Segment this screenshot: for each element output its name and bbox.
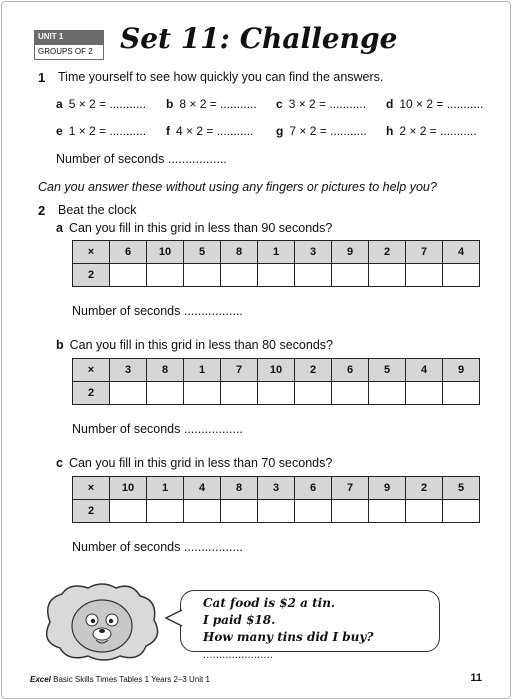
grid-answer-cell[interactable] xyxy=(406,500,443,523)
q2a-seconds[interactable]: Number of seconds ................. xyxy=(72,304,243,318)
q2c-prompt xyxy=(56,456,332,470)
item-letter: d xyxy=(386,97,394,111)
q2b-text: Can you fill in this grid in less than 80 seconds? xyxy=(69,338,333,352)
speech-bubble xyxy=(180,590,440,661)
grid-answer-cell[interactable] xyxy=(110,264,147,287)
grid-header-cell: 8 xyxy=(221,241,258,264)
grid-header-cell: 6 xyxy=(332,359,369,382)
grid-header-cell: 4 xyxy=(184,477,221,500)
question-1-instruction: Time yourself to see how quickly you can find the answers. xyxy=(58,70,384,84)
item-letter: c xyxy=(276,97,283,111)
q1-item[interactable] xyxy=(56,97,166,111)
question-1-number: 1 xyxy=(38,70,46,85)
grid-answer-cell[interactable] xyxy=(406,382,443,405)
grid-answer-cell[interactable] xyxy=(295,500,332,523)
grid-row-label: 2 xyxy=(73,500,110,523)
item-letter: a xyxy=(56,97,63,111)
bubble-tail xyxy=(164,608,184,628)
grid-header-cell: 10 xyxy=(147,241,184,264)
grid-header-cell: 6 xyxy=(110,241,147,264)
q1-row-2 xyxy=(56,124,496,138)
unit-badge xyxy=(34,30,104,60)
cat-face-illustration xyxy=(36,580,176,662)
grid-answer-cell[interactable] xyxy=(369,382,406,405)
grid-answer-cell[interactable] xyxy=(110,500,147,523)
item-text: 1 × 2 = ........... xyxy=(68,124,147,138)
grid-header-cell: 7 xyxy=(332,477,369,500)
item-text: 5 × 2 = ........... xyxy=(68,97,147,111)
grid-a-header xyxy=(73,241,480,264)
item-text: 8 × 2 = ........... xyxy=(179,97,257,111)
grid-answer-cell[interactable] xyxy=(332,264,369,287)
q2a-prompt xyxy=(56,221,332,235)
grid-a-answer-row xyxy=(73,264,480,287)
grid-header-cell: 5 xyxy=(369,359,406,382)
q2b-prompt xyxy=(56,338,333,352)
grid-answer-cell[interactable] xyxy=(369,500,406,523)
grid-answer-cell[interactable] xyxy=(221,382,258,405)
grid-header-cell: 9 xyxy=(443,359,480,382)
q1-item[interactable] xyxy=(166,124,276,138)
grid-header-cell: 5 xyxy=(443,477,480,500)
grid-b xyxy=(72,358,480,405)
grid-a xyxy=(72,240,480,287)
grid-answer-cell[interactable] xyxy=(332,382,369,405)
item-text: 4 × 2 = ........... xyxy=(176,124,254,138)
grid-answer-cell[interactable] xyxy=(221,500,258,523)
grid-answer-cell[interactable] xyxy=(147,500,184,523)
grid-answer-cell[interactable] xyxy=(443,500,480,523)
grid-answer-cell[interactable] xyxy=(369,264,406,287)
grid-header-cell: 10 xyxy=(110,477,147,500)
q2c-letter: c xyxy=(56,456,63,470)
grid-c-answer-row xyxy=(73,500,480,523)
grid-header-cell: 1 xyxy=(147,477,184,500)
item-text: 10 × 2 = ........... xyxy=(399,97,484,111)
grid-header-cell: × xyxy=(73,477,110,500)
footer xyxy=(30,675,210,684)
grid-answer-cell[interactable] xyxy=(184,382,221,405)
grid-header-cell: 6 xyxy=(295,477,332,500)
item-text: 3 × 2 = ........... xyxy=(288,97,367,111)
grid-answer-cell[interactable] xyxy=(295,382,332,405)
grid-c xyxy=(72,476,480,523)
grid-b-header xyxy=(73,359,480,382)
page-title: Set 11: Challenge xyxy=(120,22,398,55)
bubble-answer-line[interactable]: ...................... xyxy=(203,650,273,661)
grid-b-answer-row xyxy=(73,382,480,405)
q2c-seconds[interactable]: Number of seconds ................. xyxy=(72,540,243,554)
grid-header-cell: 3 xyxy=(110,359,147,382)
grid-header-cell: 7 xyxy=(406,241,443,264)
grid-row-label: 2 xyxy=(73,382,110,405)
question-2-title: Beat the clock xyxy=(58,203,137,217)
grid-header-cell: 3 xyxy=(295,241,332,264)
footer-brand: Excel xyxy=(30,675,51,684)
grid-answer-cell[interactable] xyxy=(332,500,369,523)
page-number: 11 xyxy=(470,672,482,684)
grid-answer-cell[interactable] xyxy=(147,382,184,405)
grid-header-cell: 1 xyxy=(258,241,295,264)
grid-header-cell: 3 xyxy=(258,477,295,500)
question-2-number: 2 xyxy=(38,203,46,218)
grid-header-cell: 1 xyxy=(184,359,221,382)
grid-header-cell: × xyxy=(73,359,110,382)
grid-answer-cell[interactable] xyxy=(221,264,258,287)
q2b-letter: b xyxy=(56,338,64,352)
q2a-letter: a xyxy=(56,221,63,235)
grid-header-cell: 8 xyxy=(147,359,184,382)
grid-answer-cell[interactable] xyxy=(406,264,443,287)
grid-header-cell: 5 xyxy=(184,241,221,264)
q1-row-1 xyxy=(56,97,496,111)
footer-text: Basic Skills Times Tables 1 Years 2–3 Unit 1 xyxy=(50,675,210,684)
unit-label: UNIT 1 xyxy=(34,30,104,44)
grid-answer-cell[interactable] xyxy=(295,264,332,287)
q1-item[interactable] xyxy=(166,97,276,111)
item-letter: h xyxy=(386,124,394,138)
grid-answer-cell[interactable] xyxy=(184,264,221,287)
grid-answer-cell[interactable] xyxy=(147,264,184,287)
grid-header-cell: 4 xyxy=(406,359,443,382)
grid-answer-cell[interactable] xyxy=(184,500,221,523)
grid-answer-cell[interactable] xyxy=(443,382,480,405)
grid-row-label: 2 xyxy=(73,264,110,287)
grid-header-cell: 7 xyxy=(221,359,258,382)
grid-answer-cell[interactable] xyxy=(258,382,295,405)
grid-header-cell: 8 xyxy=(221,477,258,500)
q1-item[interactable] xyxy=(386,97,496,111)
bubble-question: How many tins did I buy? xyxy=(203,630,374,644)
item-letter: e xyxy=(56,124,63,138)
unit-topic: GROUPS OF 2 xyxy=(34,44,104,60)
grid-header-cell: 4 xyxy=(443,241,480,264)
bubble-line-2: I paid $18. xyxy=(203,613,276,627)
grid-answer-cell[interactable] xyxy=(258,500,295,523)
q2c-text: Can you fill in this grid in less than 70 seconds? xyxy=(68,456,333,470)
item-text: 7 × 2 = ........... xyxy=(289,124,367,138)
q1-item[interactable] xyxy=(56,124,166,138)
q1-item[interactable] xyxy=(276,124,386,138)
bubble-line-1: Cat food is $2 a tin. xyxy=(203,596,336,610)
grid-answer-cell[interactable] xyxy=(443,264,480,287)
grid-c-header xyxy=(73,477,480,500)
grid-header-cell: × xyxy=(73,241,110,264)
grid-header-cell: 9 xyxy=(369,477,406,500)
grid-header-cell: 2 xyxy=(369,241,406,264)
q1-item[interactable] xyxy=(386,124,496,138)
item-letter: g xyxy=(276,124,284,138)
grid-header-cell: 2 xyxy=(295,359,332,382)
item-letter: f xyxy=(166,124,170,138)
grid-header-cell: 9 xyxy=(332,241,369,264)
italic-question: Can you answer these without using any fingers or pictures to help you? xyxy=(38,180,437,194)
grid-header-cell: 10 xyxy=(258,359,295,382)
grid-answer-cell[interactable] xyxy=(258,264,295,287)
item-letter: b xyxy=(166,97,174,111)
item-text: 2 × 2 = ........... xyxy=(399,124,477,138)
bubble-line-3 xyxy=(203,629,439,664)
grid-answer-cell[interactable] xyxy=(110,382,147,405)
q1-item[interactable] xyxy=(276,97,386,111)
grid-header-cell: 2 xyxy=(406,477,443,500)
q1-seconds[interactable]: Number of seconds ................. xyxy=(56,152,227,166)
q2a-text: Can you fill in this grid in less than 90 seconds? xyxy=(68,221,333,235)
q2b-seconds[interactable]: Number of seconds ................. xyxy=(72,422,243,436)
